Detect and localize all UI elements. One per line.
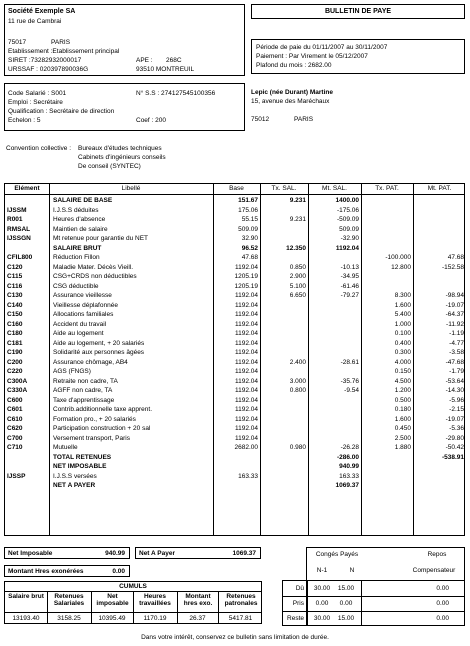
- cumul-value-net: 10395.49: [98, 615, 126, 622]
- cell-mt-sal: -32.90: [340, 235, 359, 242]
- cell-element: C160: [7, 320, 23, 328]
- cell-tx-pat: 0.100: [394, 330, 411, 337]
- table-row: [5, 444, 464, 453]
- employee-block: [4, 83, 245, 131]
- cell-libelle: Vieillesse déplafonnée: [53, 301, 118, 309]
- period-box: [251, 39, 465, 74]
- table-row: [5, 283, 464, 292]
- conges-row-label: Pris: [292, 600, 304, 607]
- employer-siret: SIRET :73282932000017: [8, 57, 82, 64]
- cell-libelle: Taxe d'apprentissage: [53, 396, 115, 404]
- cell-mt-pat: -3.58: [449, 349, 464, 356]
- cell-base: 1192.04: [234, 434, 258, 442]
- table-row: [5, 302, 464, 311]
- employee-code: Code Salarié : S001: [8, 90, 67, 97]
- table-row: [5, 349, 464, 358]
- cell-mt-pat: -5.96: [449, 396, 464, 404]
- cell-tx-pat: 0.500: [394, 396, 411, 404]
- cell-element: IJSSM: [7, 206, 27, 214]
- table-row: [5, 425, 464, 434]
- net-a-payer-box: [135, 547, 261, 559]
- cell-tx-sal: 5.100: [289, 282, 306, 290]
- cell-tx-pat: 1.200: [394, 387, 411, 394]
- table-row: [5, 406, 464, 415]
- conges-row-n: 15.00: [337, 585, 355, 592]
- cell-mt-sal: -28.61: [340, 358, 359, 366]
- cell-libelle: I.J.S.S versées: [53, 472, 97, 480]
- table-row: [5, 245, 464, 254]
- cell-element: CFIL800: [7, 254, 33, 261]
- table-row: [5, 463, 464, 472]
- cumul-header-patronales: Retenues patronales: [224, 593, 258, 608]
- employee-street: 15, avenue des Maréchaux: [251, 98, 330, 105]
- header-element: Elément: [14, 185, 40, 192]
- cell-libelle: Assurance vieillesse: [53, 292, 112, 299]
- conges-row-n1: 0.00: [315, 600, 329, 607]
- cell-tx-pat: 0.300: [394, 349, 411, 356]
- table-row: [5, 330, 464, 339]
- cell-tx-sal: 9.231: [289, 197, 306, 204]
- cell-libelle: Accident du travail: [53, 320, 107, 328]
- table-row: [5, 378, 464, 387]
- table-row: [5, 397, 464, 406]
- cell-libelle: I.J.S.S déduites: [53, 206, 99, 214]
- cell-tx-pat: 0.400: [394, 339, 411, 347]
- employer-urssaf: URSSAF : 020397890036G: [8, 66, 89, 73]
- cell-element: RMSAL: [7, 225, 31, 233]
- cumul-header-retenues: Retenues Salariales: [53, 593, 85, 608]
- net-imposable-value: 940.99: [105, 550, 125, 557]
- employee-ss-number: N° S.S : 274127545100356: [136, 90, 216, 97]
- cell-base: 55.15: [241, 216, 258, 223]
- cumul-value-brut: 13193.40: [12, 615, 40, 622]
- conges-row-compensateur: 0.00: [436, 615, 449, 622]
- cell-mt-pat: -5.36: [449, 425, 464, 432]
- employer-city: PARIS: [51, 39, 71, 46]
- employer-ape-label: APE :: [136, 57, 153, 64]
- employer-block: [4, 4, 245, 76]
- cell-mt-pat: -11.92: [446, 320, 464, 328]
- cell-base: 1192.04: [234, 292, 258, 299]
- cell-libelle: Versement transport, Paris: [53, 434, 130, 442]
- cell-tx-pat: 0.150: [394, 368, 411, 375]
- cell-tx-pat: 1.000: [394, 320, 411, 328]
- cell-element: IJSSP: [7, 472, 26, 480]
- cell-tx-pat: 5.400: [394, 311, 411, 318]
- table-row: [5, 321, 464, 330]
- cell-element: C200: [7, 358, 23, 366]
- cell-base: 151.67: [238, 197, 258, 204]
- employer-address: 11 rue de Cambrai: [8, 18, 62, 25]
- cell-tx-sal: 0.850: [289, 263, 306, 271]
- cell-element: C181: [7, 339, 23, 347]
- cell-base: 1192.04: [234, 406, 258, 413]
- cell-libelle: Maintien de salaire: [53, 225, 108, 233]
- convention-line-1: Bureaux d'études techniques: [78, 145, 162, 152]
- cell-base: 96.52: [241, 244, 258, 252]
- cell-base: 509.09: [238, 225, 258, 233]
- cell-mt-pat: -29.80: [445, 434, 464, 442]
- header-tx-pat: Tx. PAT.: [375, 185, 399, 192]
- cell-base: 175.06: [238, 206, 258, 214]
- cell-base: 163.33: [238, 472, 258, 480]
- hres-exo-box: [4, 565, 130, 577]
- table-row: [5, 292, 464, 301]
- cell-libelle: SALAIRE DE BASE: [53, 197, 113, 204]
- cell-base: 1192.04: [234, 377, 258, 385]
- cell-element: C700: [7, 434, 23, 442]
- net-imposable-label: Net Imposable: [8, 550, 53, 557]
- bulletin-title: BULLETIN DE PAYE: [324, 8, 392, 15]
- cell-mt-sal: -26.28: [340, 444, 359, 451]
- cell-element: C610: [7, 415, 23, 423]
- cell-element: C150: [7, 311, 23, 318]
- cell-base: 47.68: [241, 254, 258, 261]
- convention-label: Convention collective :: [6, 145, 72, 152]
- cell-mt-pat: -47.68: [445, 358, 464, 366]
- cell-mt-sal: 163.33: [339, 472, 359, 480]
- hres-exo-label: Montant Hres exonérées: [8, 568, 84, 575]
- pay-period: Période de paie du 01/11/2007 au 30/11/2007: [256, 44, 388, 51]
- cell-tx-sal: 9.231: [289, 216, 306, 223]
- cell-tx-pat: -100.000: [385, 254, 411, 261]
- cell-base: 1192.04: [234, 349, 258, 356]
- employee-coef: Coef : 200: [136, 117, 166, 124]
- cell-tx-pat: 4.500: [394, 377, 411, 385]
- cell-base: 1192.04: [234, 396, 258, 404]
- pay-table: [4, 183, 465, 536]
- employee-postcode: 75012: [251, 116, 270, 123]
- cell-mt-sal: -34.95: [340, 273, 359, 280]
- cell-libelle: Assurance chômage, AB4: [53, 358, 128, 366]
- conges-row-n1: 30.00: [313, 585, 331, 592]
- cell-mt-pat: -1.19: [449, 330, 464, 337]
- conges-row-compensateur: 0.00: [436, 585, 449, 592]
- cell-tx-sal: 0.800: [289, 387, 306, 394]
- employee-job: Emploi : Secrétaire: [8, 99, 63, 106]
- cell-element: C140: [7, 301, 23, 309]
- repos-title: Repos: [427, 551, 447, 558]
- cumul-value-heures: 1170.19: [143, 615, 167, 622]
- cell-element: C120: [7, 263, 23, 271]
- footer-note: Dans votre intérêt, conservez ce bulletin sans limitation de durée.: [141, 634, 329, 641]
- table-row: [5, 235, 464, 244]
- table-row: [5, 340, 464, 349]
- cell-mt-sal: -9.54: [344, 387, 359, 394]
- cell-tx-pat: 1.600: [394, 301, 411, 309]
- header-mt-pat: Mt. PAT.: [427, 185, 452, 192]
- table-row: [5, 387, 464, 396]
- cumul-value-hres-exo: 26.37: [189, 615, 206, 622]
- table-row: [5, 359, 464, 368]
- cell-libelle: Maladie Mater. Décès Vieill.: [53, 263, 134, 271]
- cell-mt-pat: -14.30: [445, 387, 464, 394]
- table-row: [5, 273, 464, 282]
- cell-base: 1192.04: [234, 425, 258, 432]
- cell-libelle: NET IMPOSABLE: [53, 463, 107, 470]
- cell-element: R001: [7, 216, 23, 223]
- cell-mt-sal: -509.09: [336, 216, 359, 223]
- cell-base: 1192.04: [234, 368, 258, 375]
- cell-mt-pat: -538.91: [441, 453, 464, 461]
- cell-mt-pat: -2.15: [449, 406, 464, 413]
- table-header-row: [5, 185, 464, 194]
- conges-row-compensateur: 0.00: [436, 600, 449, 607]
- cumul-header-net: Net imposable: [96, 593, 129, 608]
- cell-element: IJSSGN: [7, 235, 31, 242]
- bulletin-title-box: [251, 4, 465, 19]
- header-tx-sal: Tx. SAL.: [271, 185, 297, 192]
- cell-libelle: Participation construction + 20 sal: [53, 425, 151, 432]
- net-imposable-box: [4, 547, 130, 559]
- cell-base: 1192.04: [234, 339, 258, 347]
- cell-tx-sal: 2.400: [289, 358, 306, 366]
- header-base: Base: [229, 185, 244, 192]
- cell-mt-sal: 1192.04: [335, 244, 359, 252]
- cell-mt-sal: 1069.37: [335, 482, 359, 489]
- cell-tx-sal: 12.350: [286, 244, 306, 252]
- conges-row-n: 0.00: [339, 600, 353, 607]
- cell-mt-sal: 509.09: [339, 225, 359, 233]
- cumul-value-retenues: 3158.25: [57, 615, 81, 622]
- compensateur-header: Compensateur: [412, 567, 456, 574]
- cell-mt-pat: -1.79: [449, 368, 464, 375]
- cell-base: 1192.04: [234, 301, 258, 309]
- cell-mt-pat: -152.58: [441, 263, 464, 271]
- cell-libelle: Retraite non cadre, TA: [53, 377, 118, 385]
- cell-base: 32.90: [241, 235, 258, 242]
- cell-tx-pat: 2.500: [394, 434, 411, 442]
- cell-base: 1205.19: [234, 282, 258, 290]
- cell-mt-sal: 1400.00: [335, 197, 359, 204]
- table-row: [5, 368, 464, 377]
- header-libelle: Libellé: [121, 185, 141, 192]
- cell-mt-pat: -50.42: [445, 444, 464, 451]
- cell-libelle: AGFF non cadre, TA: [53, 387, 113, 394]
- cell-libelle: Réduction Fillon: [53, 254, 100, 261]
- cumul-value-patronales: 5417.81: [228, 615, 253, 622]
- table-row: [5, 311, 464, 320]
- employer-ape-value: 268C: [166, 57, 182, 64]
- net-a-payer-label: Net A Payer: [139, 550, 176, 557]
- cell-mt-sal: -175.06: [336, 206, 359, 214]
- cell-mt-pat: -98.94: [445, 292, 464, 299]
- cell-libelle: Mt retenue pour garantie du NET: [53, 235, 149, 242]
- cell-element: C220: [7, 368, 23, 375]
- cumuls-table: [4, 581, 262, 624]
- employer-urssaf-city: 93510 MONTREUIL: [136, 66, 195, 73]
- table-row: [5, 254, 464, 263]
- cell-mt-pat: -53.64: [445, 377, 464, 385]
- cell-libelle: SALAIRE BRUT: [53, 244, 102, 252]
- employee-echelon: Echelon : 5: [8, 117, 41, 124]
- cell-tx-pat: 1.600: [394, 415, 411, 423]
- conges-row-label: Dû: [295, 585, 304, 592]
- cumul-header-heures: Heures travaillées: [139, 593, 171, 608]
- cell-element: C300A: [7, 377, 28, 385]
- cell-base: 1192.04: [234, 387, 258, 394]
- cell-tx-pat: 8.300: [394, 292, 411, 299]
- cell-libelle: Aide au logement, + 20 salariés: [53, 339, 145, 347]
- cell-mt-pat: -4.77: [449, 339, 464, 347]
- cell-base: 1192.04: [234, 263, 258, 271]
- cell-tx-pat: 4.000: [394, 358, 411, 366]
- conges-row-label: Reste: [287, 615, 304, 622]
- cell-element: C600: [7, 396, 23, 404]
- cell-tx-pat: 0.180: [394, 406, 411, 413]
- cell-libelle: Formation pro., + 20 salariés: [53, 415, 136, 423]
- cumul-header-brut: Salaire brut: [8, 593, 44, 600]
- conges-row-n: 15.00: [337, 615, 355, 622]
- table-row: [5, 197, 464, 206]
- cell-libelle: Contrib.additionnelle taxe apprent.: [53, 406, 153, 413]
- cell-libelle: AGS (FNGS): [53, 368, 91, 375]
- cell-tx-sal: 6.650: [289, 292, 306, 299]
- cell-mt-sal: -10.13: [340, 263, 359, 271]
- cell-libelle: TOTAL RETENUES: [53, 453, 112, 461]
- employee-qualification: Qualification : Secrétaire de direction: [8, 108, 115, 115]
- conges-n-header: N: [349, 567, 355, 574]
- cell-mt-sal: 940.99: [339, 463, 359, 470]
- employer-establishment: Etablissement :Etablissement principal: [8, 48, 120, 55]
- cell-mt-sal: -35.76: [340, 377, 359, 385]
- cell-libelle: Aide au logement: [53, 330, 104, 337]
- table-row: [5, 473, 464, 482]
- cell-libelle: Heures d'absence: [53, 216, 106, 223]
- table-row: [5, 216, 464, 225]
- conges-row-n1: 30.00: [313, 615, 331, 622]
- table-row: [5, 435, 464, 444]
- cell-libelle: NET A PAYER: [53, 482, 96, 489]
- table-row: [5, 454, 464, 463]
- cell-base: 1205.19: [234, 273, 258, 280]
- cell-element: C115: [7, 273, 23, 280]
- cell-tx-pat: 0.450: [394, 425, 411, 432]
- employer-postcode: 75017: [8, 39, 27, 46]
- cell-mt-sal: -79.27: [340, 292, 359, 299]
- cell-element: C130: [7, 292, 23, 299]
- cell-base: 1192.04: [234, 330, 258, 337]
- employer-name: Société Exemple SA: [8, 8, 76, 15]
- cell-tx-sal: 0.980: [289, 444, 306, 451]
- conges-values-table: [282, 580, 465, 626]
- table-row: [5, 416, 464, 425]
- employee-city: PARIS: [294, 116, 314, 123]
- table-row: [5, 226, 464, 235]
- cell-element: C190: [7, 349, 23, 356]
- cell-mt-sal: -61.46: [340, 282, 359, 290]
- cell-mt-pat: -19.07: [445, 415, 464, 423]
- cell-element: C620: [7, 425, 23, 432]
- convention-line-3: De conseil (SYNTEC): [78, 163, 141, 170]
- cell-base: 2682.00: [234, 444, 258, 451]
- cell-element: C330A: [7, 387, 28, 394]
- cell-mt-pat: 47.68: [447, 254, 464, 261]
- monthly-ceiling: Plafond du mois : 2682.00: [256, 62, 332, 69]
- cell-libelle: CSG déductible: [53, 282, 99, 290]
- cell-libelle: Solidarité aux personnes âgées: [53, 349, 145, 356]
- net-a-payer-value: 1069.37: [232, 550, 256, 557]
- header-mt-sal: Mt. SAL.: [322, 185, 347, 192]
- cumul-header-hres-exo: Montant hres exo.: [183, 593, 213, 608]
- convention-line-2: Cabinets d'ingénieurs conseils: [78, 154, 166, 161]
- cell-base: 1192.04: [234, 358, 258, 366]
- cell-mt-pat: -19.07: [445, 301, 464, 309]
- payment-info: Paiement : Par Virement le 05/12/2007: [256, 53, 368, 60]
- table-row: [5, 264, 464, 273]
- cumuls-title: CUMULS: [119, 583, 147, 590]
- conges-title: Congés Payés: [315, 551, 359, 558]
- cell-element: C710: [7, 444, 23, 451]
- cell-libelle: Allocations familiales: [53, 311, 114, 318]
- hres-exo-value: 0.00: [112, 568, 125, 575]
- cell-libelle: Mutuelle: [53, 444, 78, 451]
- conges-n1-header: N-1: [316, 567, 328, 574]
- cell-tx-pat: 1.880: [394, 444, 411, 451]
- cell-element: C180: [7, 330, 23, 337]
- table-row: [5, 482, 464, 491]
- cell-base: 1192.04: [234, 415, 258, 423]
- cell-tx-sal: 2.900: [289, 273, 306, 280]
- cell-tx-pat: 12.800: [391, 263, 411, 271]
- employee-name: Lepic (née Durant) Martine: [251, 89, 333, 96]
- cell-element: C601: [7, 406, 23, 413]
- cell-mt-sal: -286.00: [336, 453, 359, 461]
- table-row: [5, 207, 464, 216]
- cell-mt-pat: -64.37: [445, 311, 464, 318]
- cell-base: 1192.04: [234, 311, 258, 318]
- cell-base: 1192.04: [234, 320, 258, 328]
- cell-libelle: CSG+CRDS non déductibles: [53, 273, 137, 280]
- cell-element: C116: [7, 282, 23, 290]
- cell-tx-sal: 3.000: [289, 377, 306, 385]
